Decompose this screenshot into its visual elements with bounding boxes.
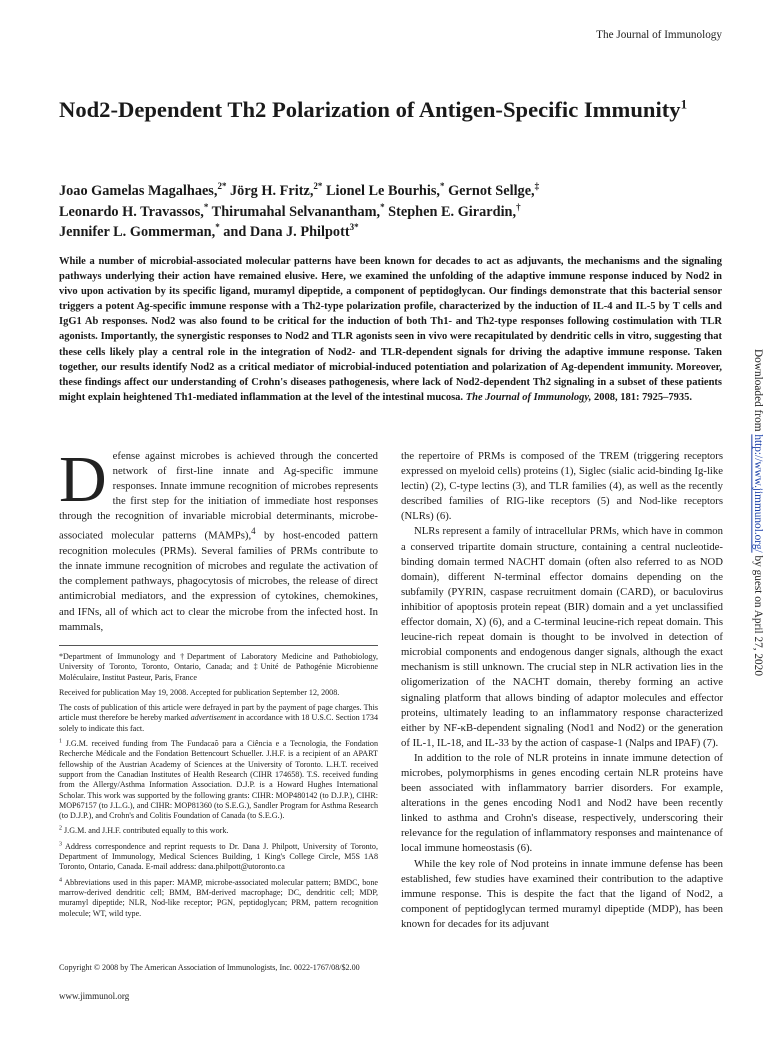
footnote-received: Received for publication May 19, 2008. Accepted for publication September 12, 2008. [59,687,340,697]
abstract-text: While a number of microbial-associated molecular patterns have been known for decades to act as adjuvants, the mechanisms and the signaling pathways underlying their action have remained elusive. Here, we examined the unfolding of the adaptive immune response induced by Nod2 in vivo upon activation by its specific ligand, muramyl dipeptide, a component of peptidoglycan. Our findings demonstrate that this bacterial sensor triggers a potent Ag-specific immune response with a Th2-type polarization profile, characterized by the induction of IL-4 and IL-5 by T cells and IgG1 Ab responses. Nod2 was also found to be critical for the induction of both Th1- and Th2-type responses following costimulation with TLR agonists. Importantly, the synergistic responses to Nod2 and TLR agonists seen in vivo were recapitulated by dendritic cells in vitro, suggesting that these cells likely play a central role in the integration of Nod2- and TLR-dependent signals for driving the adaptive immune response. Taken together, our results identify Nod2 as a critical mediator of microbial-induced potentiation and polarization of Ag-dependent immunity. Moreover, these findings affect our understanding of Crohn's diseases pathogenesis, where lack of Nod2-dependent Th2 signaling in a subset of these patients might explain heightened Th1-mediated inflammation at the level of the intestinal mucosa. [59,256,722,403]
author: Thirumahal Selvanantham,* [211,201,385,220]
left-column [59,443,378,635]
footnote-3: $^3$ Address correspondence and reprint requests to Dr. Dana J. Philpott, University of Toronto, Department of Immunology, Medical Sciences Building, 1 King's College Circle, M5S 1A8 Toronto, Ontario, Canada. E-mail address: dana.philpott@utoronto.ca [59,841,378,872]
author: Lionel Le Bourhis,* [325,181,445,199]
author: Jennifer L. Gommerman,* [59,222,220,240]
author-line-1 [59,181,729,202]
copyright: Copyright © 2008 by The American Association of Immunologists, Inc. 0022-1767/08/$2.00 [59,963,360,972]
author: Leonardo H. Travassos,* [59,201,209,220]
intro-paragraph: Defense against microbes is achieved through the concerted network of first-line innate and Ag-specific immune responses. Innate immune recognition of microbes represents the first step for the initiation of immediate host responses through the recognition of invariable microbial determinants, microbe-associated molecular patterns (MAMPs),$^4$ by host-encoded pattern recognition molecules (PRMs). Several families of PRMs contribute to the innate immune recognition of microbes and regulate the activation of the complement pathways, phagocytosis of microbes, the release of direct antimicrobial mediators, and the expression of cytokines, chemokines, and IFNs, all of which act to clear the microbe from the infected host. In mammals, [59,443,378,633]
abstract-citation-details: 2008, 181: 7925–7935. [593,391,692,403]
article-title-text: Nod2-Dependent Th2 Polarization of Antigen-Specific Immunity [59,97,681,122]
right-column [401,449,723,932]
author: Joao Gamelas Magalhaes,$^{2*}$ [59,181,227,199]
footnote-costs: The costs of publication of this article were defrayed in part by the payment of page charges. This article must therefore be hereby marked advertisement in accordance with 18 U.S.C. Section 1734 solely to indicate this fact. [59,703,378,733]
author: Gernot Sellge,‡ [448,181,540,199]
footnotes [59,645,378,924]
title-footnote-marker: 1 [680,96,688,112]
author-line-2 [59,202,729,223]
footnote-2: $^2$ J.G.M. and J.H.F. contributed equally to this work. [59,825,229,836]
author: and Dana J. Philpott$^{3*}$ [223,222,359,240]
author-line-3 [59,222,729,243]
drop-cap: D [59,443,107,516]
article-title [59,95,719,124]
footnote-affiliations: *Department of Immunology and †Department of Laboratory Medicine and Pathobiology, University of Toronto, Toronto, Ontario, Canada; and ‡Unité de Pathogénie Microbienne Moléculaire, Institut Pasteur, Paris, France [59,652,378,682]
footnote-1: $^1$ J.G.M. received funding from The Fundacaõ para a Ciência e a Tecnologia, the Fondation Recherche Médicale and the Fondation Bettencourt Schueller. J.H.F. is a recipient of an APART fellowship of the Austrian Academy of Sciences at the University of Toronto. L.H.T. received support from the Canadian Institutes of Health Research (CIHR 174658). T.S. received funding from the Allergy/Asthma Information Association. D.J.P. is a Howard Hughes International Scholar. This work was supported by the following grants: CIHR: MOP480142 (to D.J.P.), CIHR: MOP67157 (to J.L.G.), and CIHR: MOP81360 (to S.E.G.), Sandler Program for Asthma Research (to D.J.P.), and Crohn's and Colitis Foundation of Canada (to S.E.G.). [59,738,378,821]
body-paragraph: In addition to the role of NLR proteins in innate immune detection of microbes, polymorphisms in genes encoding certain NLR proteins have been associated with inflammatory barrier disorders. For example, alterations in the genes encoding Nod1 and Nod2 have been recently linked to asthma and Crohn's disease, respectively, underscoring their relevance for the regulation of inflammatory responses and maintenance of local immune homeostasis (6). [401,751,723,855]
abstract [59,254,722,405]
footnote-marker: 4 [251,526,256,537]
download-link[interactable]: http://www.jimmunol.org/ [752,434,764,553]
abstract-citation-journal: The Journal of Immunology, [465,391,592,403]
body-paragraph: While the key role of Nod proteins in innate immune defense has been established, few studies have examined their contribution to the adaptive immune response. This is despite the fact that the ligand of Nod2, a component of peptidoglycan termed muramyl dipeptide (MDP), has been known for decades for its adjuvant [401,857,723,930]
site-url: www.jimmunol.org [59,991,130,1001]
author-list [59,181,729,243]
body-paragraph: NLRs represent a family of intracellular PRMs, which have in common a conserved tripartite domain structure, containing a central nucleotide-binding domain termed NACHT domain (often also referred to as NOD domain), different N-terminal effector domains depending on the subfamily (PYRIN, caspase recruitment domain (CARD), or baculovirus inhibitior of apoptosis protein repeat (BIR) domain and a yet unclassified effector domain, X) (6), and a C-terminal leucine-rich repeat domain. This leucine-rich repeat domain is thought to be involved in detection of microbial components and endogenous danger signals, although the exact mechanism is still unknown. The crucial step in NLR activation lies in the oligomerization of the NACHT domain, thereby forming an active signaling platform that allows binding of adaptor molecules and effector proteins, ultimately leading to an inflammatory response characterized either by NF-κB-dependent signaling (Nod1 and Nod2) or the generation of IL-1, IL-18, and IL-33 by the action of caspase-1 (Nalps and IPAF) (7). [401,525,723,749]
author: Stephen E. Girardin,† [388,201,521,220]
download-notice: Downloaded from http://www.jimmunol.org/ by guest on April 27, 2020 [752,349,764,676]
body-paragraph: the repertoire of PRMs is composed of the TREM (triggering receptors expressed on myeloid cells) proteins (1), Siglec (sialic acid-binding Ig-like lectin) (2), C-type lectins (3), and TLR families (4), as well as the recently described families of RIG-like receptors (5) and Nod-like receptors (NLRs) (6). [401,450,723,523]
journal-header: The Journal of Immunology [596,29,722,41]
footnote-4: $^4$ Abbreviations used in this paper: MAMP, microbe-associated molecular pattern; BMDC, bone marrow-derived dendritic cell; BMM, BM-derived macrophage; DC, dendritic cell; MDP, muramyl dipeptide; NLR, Nod-like receptor; PGN, peptidoglycan; PRM, pattern recognition molecule; WT, wild type. [59,876,378,918]
author: Jörg H. Fritz,$^{2*}$ [230,181,323,199]
